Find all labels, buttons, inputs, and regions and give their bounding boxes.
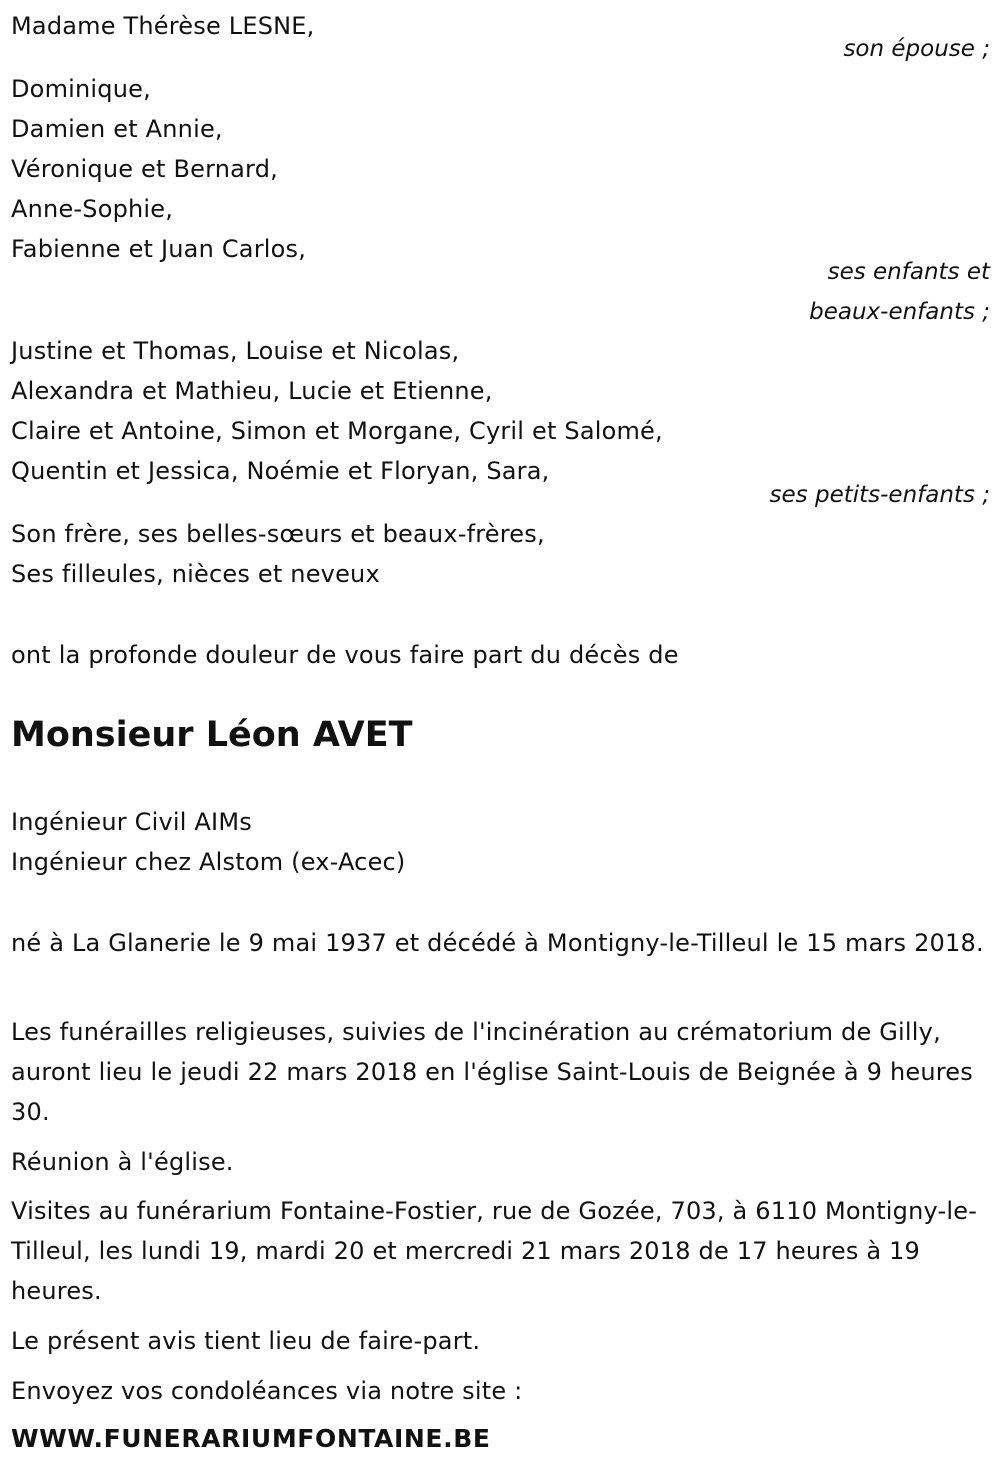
child-line: Dominique,: [11, 75, 151, 103]
website-link[interactable]: WWW.FUNERARIUMFONTAINE.BE: [11, 1424, 491, 1453]
other-family-line: Ses filleules, nièces et neveux: [11, 560, 380, 588]
other-family-line: Son frère, ses belles-sœurs et beaux-frères,: [11, 520, 545, 548]
children-role-line1: ses enfants et: [827, 259, 990, 285]
child-line: Fabienne et Juan Carlos,: [11, 235, 307, 263]
birth-death-paragraph: né à La Glanerie le 9 mai 1937 et décédé à Montigny-le-Tilleul le 15 mars 2018.: [11, 929, 984, 957]
grandchild-line: Claire et Antoine, Simon et Morgane, Cyril et Salomé,: [11, 417, 663, 445]
child-line: Damien et Annie,: [11, 115, 223, 143]
children-role-line2: beaux-enfants ;: [809, 299, 990, 325]
child-line: Véronique et Bernard,: [11, 155, 278, 183]
visits-paragraph: Visites au funérarium Fontaine-Fostier, rue de Gozée, 703, à 6110 Montigny-le-Tilleul, les lundi 19, mardi 20 et mercredi 21 mars 2018 de 17 heures à 19 heures.: [11, 1197, 978, 1305]
announcement-text: ont la profonde douleur de vous faire part du décès de: [11, 641, 679, 669]
deceased-title: Ingénieur Civil AIMs: [11, 808, 252, 836]
funeral-paragraph: Les funérailles religieuses, suivies de l'incinération au crématorium de Gilly, auront lieu le jeudi 22 mars 2018 en l'église Saint-Louis de Beignée à 9 heures 30.: [11, 1018, 973, 1126]
grandchildren-role: ses petits-enfants ;: [769, 482, 990, 508]
grandchild-line: Quentin et Jessica, Noémie et Floryan, Sara,: [11, 457, 550, 485]
meeting-paragraph: Réunion à l'église.: [11, 1148, 234, 1176]
deceased-title: Ingénieur chez Alstom (ex-Acec): [11, 848, 406, 876]
grandchild-line: Alexandra et Mathieu, Lucie et Etienne,: [11, 377, 493, 405]
child-line: Anne-Sophie,: [11, 195, 174, 223]
spouse-name: Madame Thérèse LESNE,: [11, 12, 315, 40]
condolences-paragraph: Envoyez vos condoléances via notre site :: [11, 1377, 523, 1405]
spouse-role: son épouse ;: [843, 36, 990, 62]
deceased-name: Monsieur Léon AVET: [11, 715, 413, 755]
notice-paragraph: Le présent avis tient lieu de faire-part.: [11, 1327, 481, 1355]
grandchild-line: Justine et Thomas, Louise et Nicolas,: [11, 337, 460, 365]
